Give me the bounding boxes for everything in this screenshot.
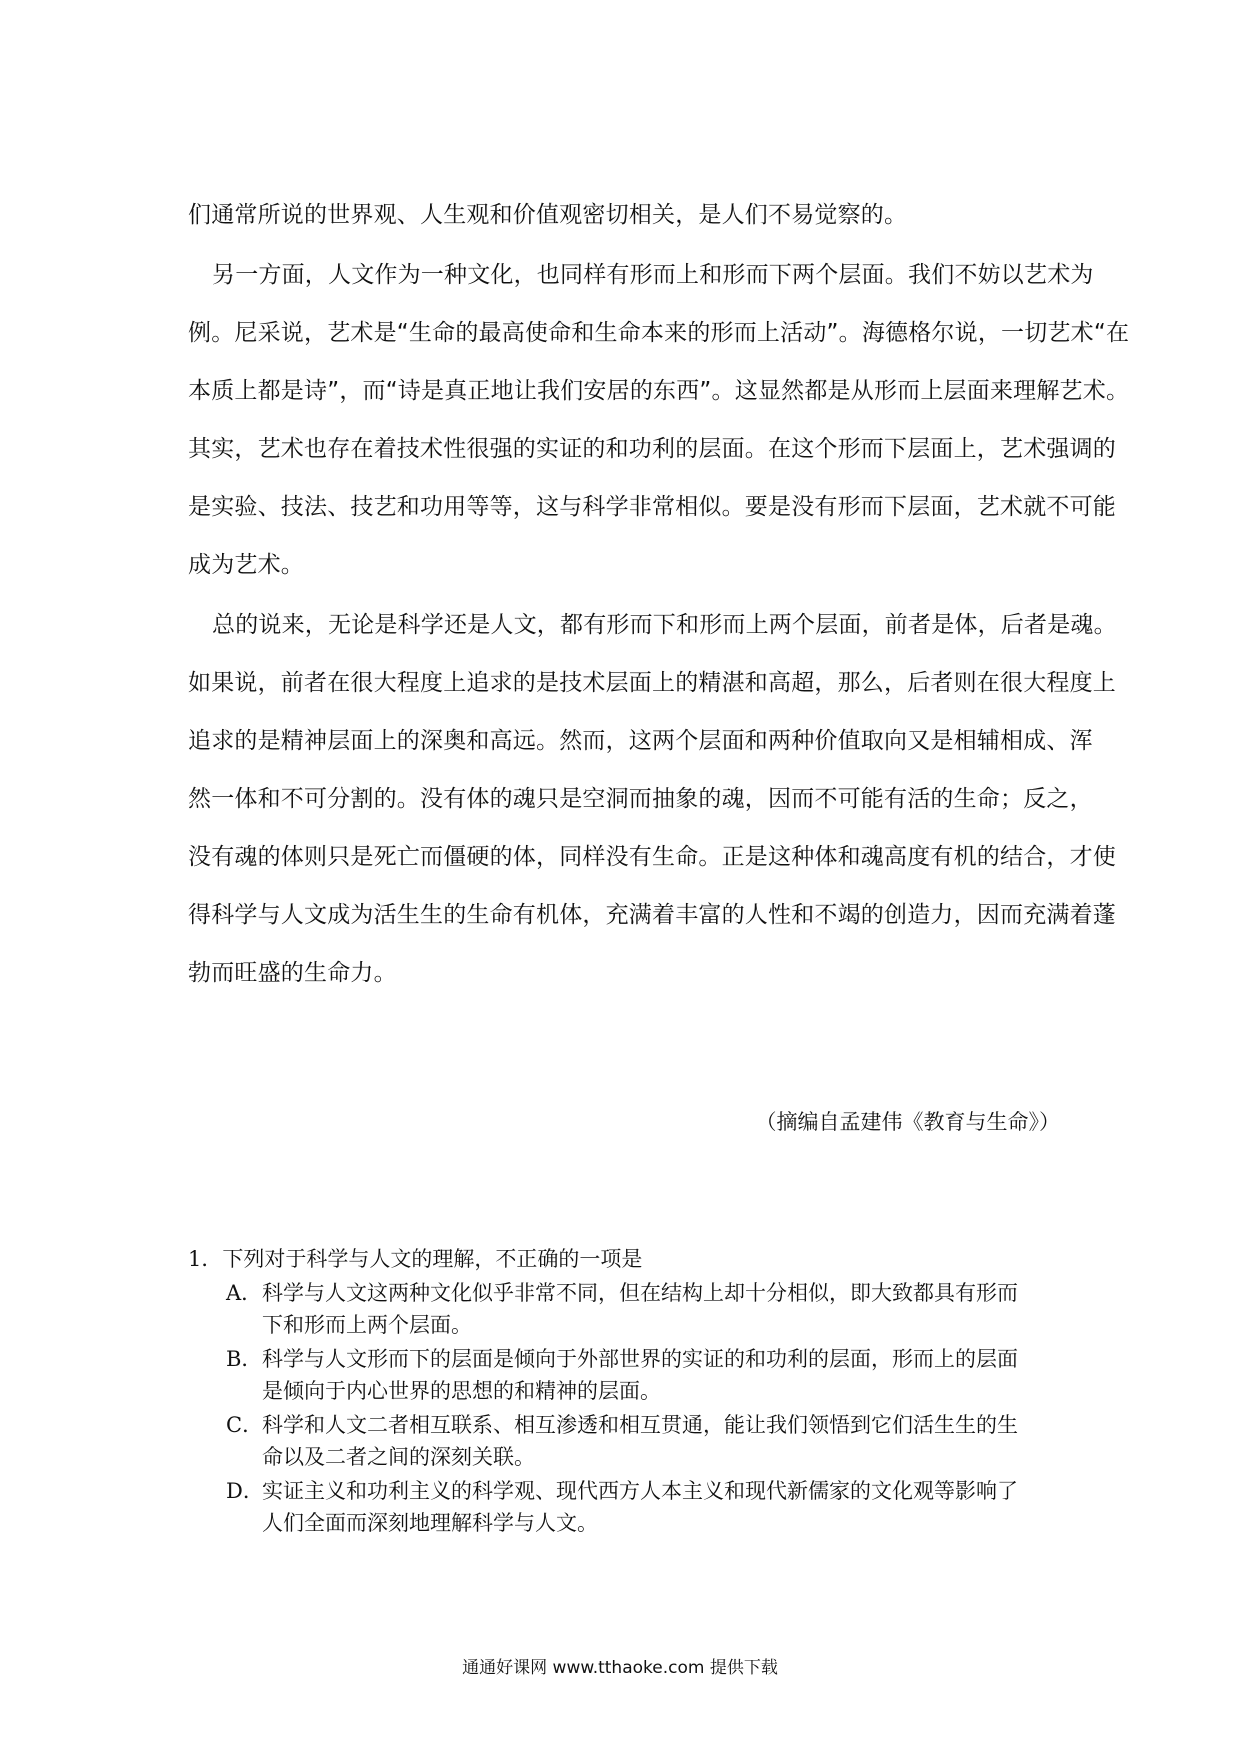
option-text: 命以及二者之间的深刻关联。 — [262, 1445, 535, 1469]
passage-line: 追求的是精神层面上的深奥和高远。然而，这两个层面和两种价值取向又是相辅相成、浑 — [188, 728, 1093, 754]
option-text: 人们全面而深刻地理解科学与人文。 — [262, 1511, 598, 1535]
footer-credit: 通通好课网 www.tthaoke.com 提供下载 — [462, 1658, 778, 1678]
option-text: 科学与人文形而下的层面是倾向于外部世界的实证的和功利的层面，形而上的层面 — [262, 1347, 1018, 1371]
source-attribution: （摘编自孟建伟《教育与生命》） — [755, 1110, 1060, 1134]
option-text: 科学和人文二者相互联系、相互渗透和相互贯通，能让我们领悟到它们活生生的生 — [262, 1413, 1018, 1437]
option-label: B． — [226, 1347, 263, 1371]
passage-line: 成为艺术。 — [188, 552, 304, 578]
option-text: 下和形而上两个层面。 — [262, 1313, 472, 1337]
passage-line: 是实验、技法、技艺和功用等等，这与科学非常相似。要是没有形而下层面，艺术就不可能 — [188, 494, 1116, 520]
passage-line: 得科学与人文成为活生生的生命有机体，充满着丰富的人性和不竭的创造力，因而充满着蓬 — [188, 902, 1116, 928]
option-text: 实证主义和功利主义的科学观、现代西方人本主义和现代新儒家的文化观等影响了 — [262, 1479, 1018, 1503]
option-text: 科学与人文这两种文化似乎非常不同，但在结构上却十分相似，即大致都具有形而 — [262, 1281, 1018, 1305]
option-label: A． — [226, 1281, 263, 1305]
question-stem: 1．下列对于科学与人文的理解，不正确的一项是 — [188, 1247, 643, 1271]
passage-line: 本质上都是诗”，而“诗是真正地让我们安居的东西”。这显然都是从形而上层面来理解艺术。 — [188, 378, 1130, 404]
option-label: D． — [226, 1479, 264, 1503]
passage-line: 总的说来，无论是科学还是人文，都有形而下和形而上两个层面，前者是体，后者是魂。 — [212, 612, 1117, 638]
passage-line: 例。尼采说，艺术是“生命的最高使命和生命本来的形而上活动”。海德格尔说，一切艺术“在 — [188, 320, 1130, 346]
passage-line: 如果说，前者在很大程度上追求的是技术层面上的精湛和高超，那么，后者则在很大程度上 — [188, 670, 1116, 696]
passage-line: 勃而旺盛的生命力。 — [188, 960, 397, 986]
passage-line: 另一方面，人文作为一种文化，也同样有形而上和形而下两个层面。我们不妨以艺术为 — [212, 262, 1094, 288]
passage-line: 没有魂的体则只是死亡而僵硬的体，同样没有生命。正是这种体和魂高度有机的结合，才使 — [188, 844, 1116, 870]
passage-line: 然一体和不可分割的。没有体的魂只是空洞而抽象的魂，因而不可能有活的生命；反之， — [188, 786, 1093, 812]
passage-line: 其实，艺术也存在着技术性很强的实证的和功利的层面。在这个形而下层面上，艺术强调的 — [188, 436, 1116, 462]
passage-line: 们通常所说的世界观、人生观和价值观密切相关，是人们不易觉察的。 — [188, 202, 908, 228]
option-label: C． — [226, 1413, 264, 1437]
option-text: 是倾向于内心世界的思想的和精神的层面。 — [262, 1379, 661, 1403]
